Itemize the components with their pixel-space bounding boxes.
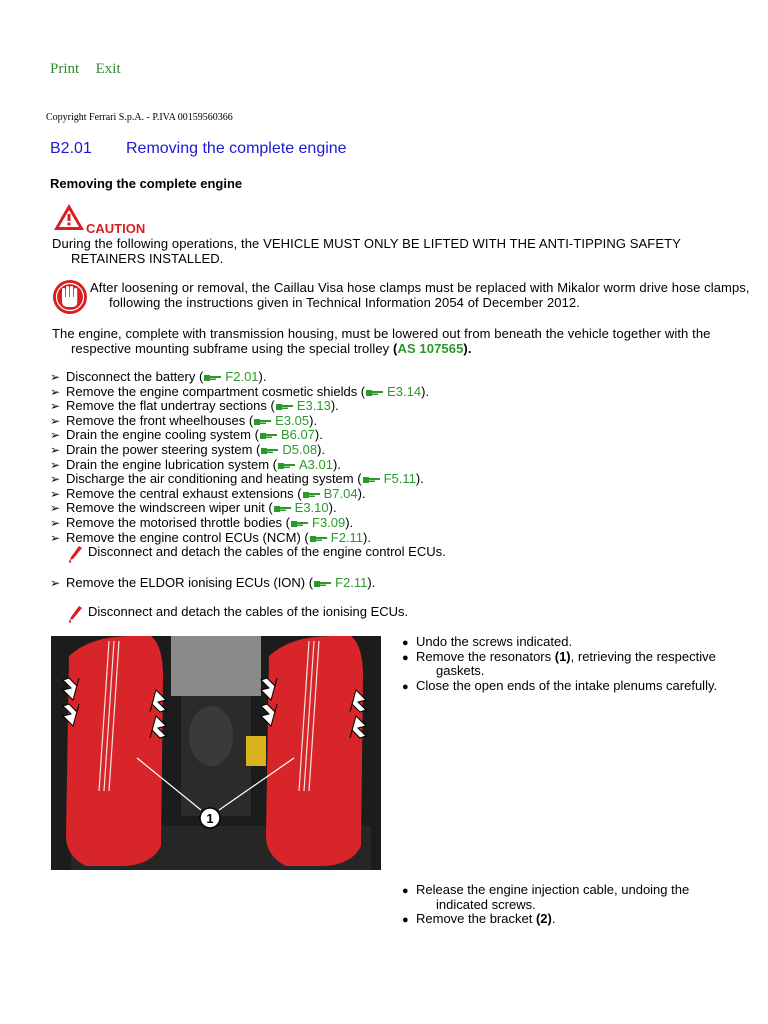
figure2-bullet: ● Release the engine injection cable, undoing the indicated screws. [402,882,690,912]
step-item [50,428,429,443]
pointing-hand-icon [274,504,292,513]
pointing-hand-icon [278,461,296,470]
pointing-hand-icon [254,417,272,426]
arrow-bullet-icon: ➢ [50,501,61,516]
bullet-dot-icon: ● [402,681,409,694]
section-number: B2.01 [50,140,92,157]
step-item [50,472,429,487]
top-nav [50,60,133,78]
pointing-hand-icon [303,490,321,499]
note2-text: Disconnect and detach the cables of the ionising ECUs. [88,603,409,619]
bullet-dot-icon: ● [402,651,409,664]
arrow-bullet-icon: ➢ [50,413,61,428]
step-end: ). [317,441,326,457]
step-text: Drain the engine lubrication system ( [66,456,277,472]
arrow-bullet-icon: ➢ [50,370,61,384]
step-item [50,501,429,516]
note-pen-icon [67,545,83,563]
figure2-bullet: ● Remove the bracket (2). [402,911,556,927]
xref-link[interactable]: A3.01 [299,456,333,472]
step-text: Remove the motorised throttle bodies ( [66,514,290,530]
step-item [50,443,429,458]
xref-link[interactable]: F2.01 [225,369,259,384]
step-end: ). [357,485,366,501]
pointing-hand-icon [261,446,279,455]
pointing-hand-icon [204,373,222,382]
arrow-bullet-icon: ➢ [50,384,61,399]
xref-link[interactable]: B7.04 [323,485,358,501]
figure1-bullet: ● Close the open ends of the intake plenums carefully. [402,678,718,694]
step-text: Discharge the air conditioning and heating system ( [66,471,362,487]
xref-link[interactable]: E3.10 [294,500,329,516]
step-item [50,399,429,414]
step-end: ). [332,456,341,472]
step-end: ). [309,412,318,428]
step-item [50,487,429,502]
arrow-bullet-icon: ➢ [50,576,61,590]
note-pen-icon [67,605,83,623]
figure2-bullets [402,883,722,927]
step-item [50,458,429,473]
step-item [50,531,429,546]
step-end: ). [415,471,424,487]
xref-link[interactable]: E3.14 [387,383,422,399]
arrow-bullet-icon: ➢ [50,428,61,443]
xref-link[interactable]: F5.11 [383,471,416,487]
pointing-hand-icon [291,519,309,528]
pointing-hand-icon [314,579,332,588]
arrow-bullet-icon: ➢ [50,515,61,530]
step-item [50,370,429,385]
step-text: Remove the central exhaust extensions ( [66,485,302,501]
bullet-dot-icon: ● [402,914,409,927]
step-end: ). [258,369,267,384]
step-text: Remove the flat undertray sections ( [66,398,275,414]
arrow-bullet-icon: ➢ [50,457,61,472]
tool-code-link[interactable]: AS 107565 [397,341,464,356]
bullet-dot-icon: ● [402,637,409,649]
pointing-hand-icon [310,534,328,543]
arrow-bullet-icon: ➢ [50,530,61,545]
note-engine-ecus [50,545,768,560]
warning-triangle-icon [52,202,86,232]
arrow-bullet-icon: ➢ [50,472,61,487]
caution-label: CAUTION [86,221,146,236]
stop-hand-icon [52,279,88,315]
engine-photo [51,636,381,870]
pointing-hand-icon [260,431,278,440]
step-eldor-text: Remove the ELDOR ionising ECUs (ION) ( [66,575,314,590]
intro-paragraph [52,326,756,356]
engine-resonators-figure [51,636,381,870]
step-text: Drain the engine cooling system ( [66,427,259,443]
intro-code-close: ). [463,341,472,356]
step-end: ). [330,398,339,414]
caution-block [52,202,86,237]
caution-text: During the following operations, the VEHICLE MUST ONLY BE LIFTED WITH THE ANTI-TIPPING SAFETY RETAINERS INSTALLED. [52,236,681,266]
step-end: ). [421,383,430,399]
xref-link[interactable]: B6.07 [280,427,315,443]
section-title: Removing the complete engine [126,140,347,157]
step-text: Remove the engine compartment cosmetic shields ( [66,383,366,399]
arrow-bullet-icon: ➢ [50,486,61,501]
xref-link[interactable]: D5.08 [282,441,318,457]
step-text: Remove the engine control ECUs (NCM) ( [66,529,309,545]
arrow-bullet-icon: ➢ [50,399,61,414]
print-link[interactable]: Print [50,61,80,77]
xref-link[interactable]: E3.13 [296,398,331,414]
pointing-hand-icon [363,475,381,484]
intro-text: The engine, complete with transmission housing, must be lowered out from beneath the vehicle together with the respective mounting subframe using the special trolley [52,326,711,356]
step-end: ). [314,427,323,443]
note1-text: Disconnect and detach the cables of the engine control ECUs. [88,544,446,559]
copyright-notice: Copyright Ferrari S.p.A. - P.IVA 00159560366 [46,112,233,123]
bullet-dot-icon: ● [402,885,409,897]
section-heading [50,140,347,158]
exit-link[interactable]: Exit [95,61,121,77]
page-subtitle: Removing the complete engine [50,176,243,191]
step-eldor-end: ). [367,575,376,590]
step-text: Remove the windscreen wiper unit ( [66,500,273,516]
xref-link[interactable]: F2.11 [335,575,368,590]
step-text: Drain the power steering system ( [66,441,261,457]
step-text: Remove the front wheelhouses ( [66,412,254,428]
warning-text: After loosening or removal, the Caillau Visa hose clamps must be replaced with Mikalor worm drive hose clamps, following the instructions given in Technical Information 2054 of December 2012. [90,280,750,310]
step-item [50,414,429,429]
callout-1: 1 [206,811,214,826]
step-text: Disconnect the battery ( [66,369,204,384]
steps-list [50,370,429,545]
step-item [50,516,429,531]
step-item [50,385,429,400]
step-end: ). [363,529,371,545]
intro-code-open: ( [393,341,398,356]
step-end: ). [328,500,337,516]
xref-link[interactable]: E3.05 [275,412,310,428]
note-ionising-ecus [50,605,768,620]
figure1-bullet: ● Undo the screws indicated. [402,634,573,649]
arrow-bullet-icon: ➢ [50,442,61,457]
warning-hand-block [52,279,88,320]
xref-link[interactable]: F2.11 [330,529,364,545]
step-eldor [50,576,375,591]
figure1-bullets [402,635,742,694]
pointing-hand-icon [276,402,294,411]
figure1-bullet: ● Remove the resonators (1), retrieving the respective gaskets. [402,648,716,679]
step-eldor-list [50,576,375,591]
step-end: ). [345,514,354,530]
xref-link[interactable]: F3.09 [312,514,346,530]
pointing-hand-icon [366,388,384,397]
